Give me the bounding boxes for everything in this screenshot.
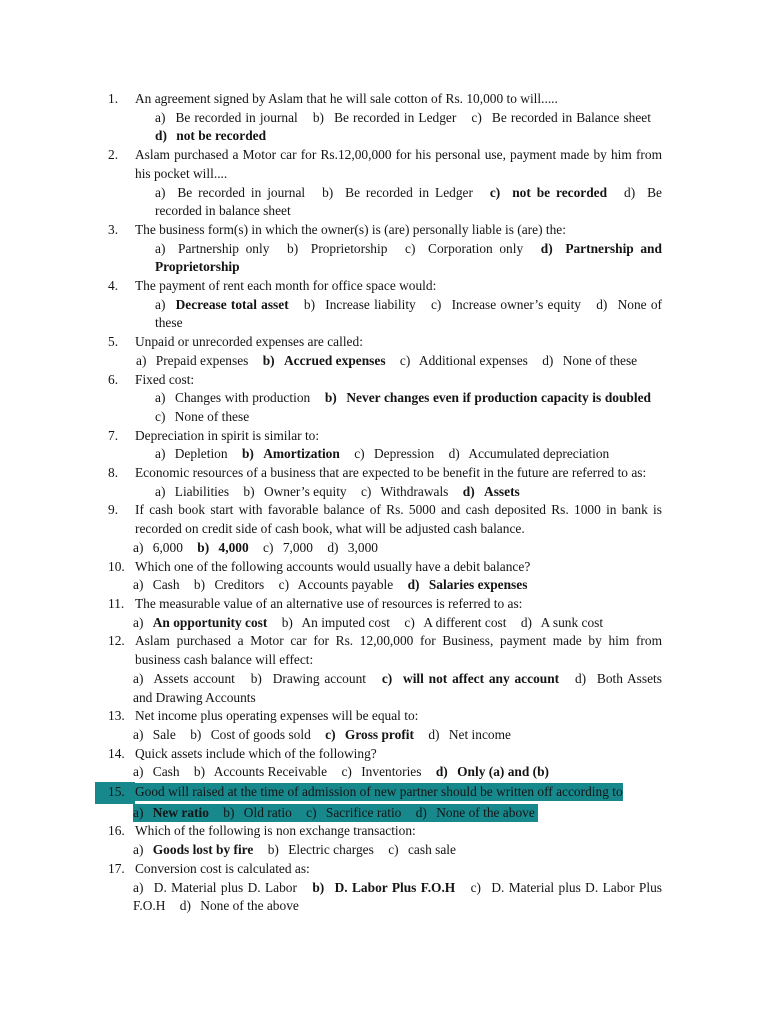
- option-text: Gross profit: [344, 726, 414, 742]
- question-number: 5.: [108, 334, 119, 350]
- option-label: b): [190, 726, 202, 742]
- question-block: [108, 427, 662, 464]
- question-block: [108, 782, 662, 822]
- options-line: [108, 445, 662, 464]
- option: [304, 297, 427, 312]
- option-label: c): [155, 408, 166, 424]
- options-line: [108, 670, 662, 707]
- option-text: Increase liability: [325, 296, 416, 312]
- question-line: [108, 221, 662, 240]
- option-label: c): [405, 240, 416, 256]
- option-text: An opportunity cost: [152, 614, 268, 630]
- question-block: [108, 371, 662, 427]
- options-line: [108, 576, 662, 595]
- option-text: cash sale: [407, 842, 456, 858]
- question-line: [108, 371, 662, 390]
- option-label: a): [155, 390, 166, 406]
- option-label: c): [489, 184, 501, 200]
- option-label: d): [462, 483, 475, 499]
- options-group: [155, 110, 662, 144]
- option-text: Partnership and Proprietorship: [155, 240, 662, 275]
- option-label: a): [155, 184, 166, 200]
- option-label: a): [155, 240, 166, 256]
- question-block: [108, 632, 662, 707]
- question-number: 8.: [108, 465, 119, 481]
- option: [542, 353, 637, 368]
- option-text: 7,000: [282, 539, 313, 555]
- options-line: [108, 296, 662, 333]
- option: [243, 484, 357, 499]
- option-text: 4,000: [218, 539, 249, 555]
- option-label: a): [136, 352, 147, 368]
- question-block: [108, 860, 662, 916]
- option-text: A sunk cost: [540, 614, 604, 630]
- option-label: b): [243, 483, 255, 499]
- options-group: [155, 390, 662, 424]
- option-label: d): [540, 240, 553, 256]
- options-group: [155, 484, 520, 499]
- option: [521, 615, 603, 630]
- option: [197, 540, 259, 555]
- option-label: b): [262, 352, 275, 368]
- option: [428, 727, 511, 742]
- options-line: [108, 804, 662, 823]
- options-group: [133, 615, 603, 630]
- question-number: 14.: [108, 745, 125, 761]
- question-number: 6.: [108, 371, 119, 387]
- option: [404, 615, 517, 630]
- option: [155, 409, 249, 424]
- option-text: Be recorded in journal: [177, 184, 306, 200]
- option-label: d): [435, 764, 448, 780]
- option-text: Never changes even if production capacity is doubled: [346, 390, 651, 406]
- question-line: [108, 427, 662, 446]
- option: [341, 764, 432, 779]
- options-group: [133, 540, 378, 555]
- option-label: b): [193, 577, 206, 593]
- option-text: Cash: [152, 577, 180, 593]
- option: [490, 185, 618, 200]
- option: [136, 353, 259, 368]
- question-line: [108, 333, 662, 352]
- option-label: a): [133, 879, 144, 895]
- option: [155, 128, 266, 143]
- question-text: Which of the following is non exchange transaction:: [135, 823, 416, 839]
- option-text: None of the above: [436, 804, 535, 820]
- question-text: Good will raised at the time of admission of new partner should be written off according to: [135, 784, 623, 800]
- question-line: [108, 860, 662, 879]
- question-number: 13.: [108, 708, 125, 724]
- option-text: Be recorded in Balance sheet: [491, 109, 651, 125]
- option-text: New ratio: [152, 804, 209, 820]
- options-group: [155, 185, 662, 219]
- option-label: b): [197, 539, 210, 555]
- option-text: Amortization: [263, 446, 340, 462]
- option-label: b): [241, 446, 254, 462]
- question-block: [108, 707, 662, 744]
- question-block: [108, 595, 662, 632]
- question-block: [108, 333, 662, 370]
- question-block: [108, 464, 662, 501]
- option: [194, 764, 338, 779]
- option-text: Prepaid expenses: [155, 352, 249, 368]
- question-text: Unpaid or unrecorded expenses are called:: [135, 334, 363, 350]
- question-list: [108, 90, 662, 916]
- option-label: a): [155, 109, 166, 125]
- option-label: c): [470, 879, 482, 895]
- option: [133, 615, 278, 630]
- options-line: [108, 539, 662, 558]
- question-text: Fixed cost:: [135, 371, 195, 387]
- option: [463, 484, 520, 499]
- option: [313, 110, 468, 125]
- option-label: b): [250, 670, 262, 686]
- options-line: [108, 726, 662, 745]
- question-number: 4.: [108, 278, 119, 294]
- question-line: [108, 782, 662, 804]
- option-text: Corporation only: [428, 240, 524, 256]
- option: [155, 110, 309, 125]
- question-block: [108, 90, 662, 146]
- option-text: Assets: [484, 483, 520, 499]
- option-label: a): [133, 726, 144, 742]
- option: [306, 805, 412, 820]
- question-line: [108, 707, 662, 726]
- option-label: d): [574, 670, 587, 686]
- option: [133, 577, 191, 592]
- option-text: Cost of goods sold: [210, 726, 311, 742]
- option: [133, 764, 191, 779]
- option-text: Depletion: [174, 446, 228, 462]
- option-text: An imputed cost: [301, 614, 391, 630]
- question-number: 1.: [108, 91, 119, 106]
- option-label: d): [448, 446, 460, 462]
- option-text: Sale: [152, 726, 176, 742]
- question-number: 2.: [108, 147, 119, 163]
- option-label: c): [399, 352, 411, 368]
- question-block: [108, 221, 662, 277]
- option-text: Accumulated depreciation: [468, 446, 610, 462]
- option: [268, 842, 385, 857]
- option: [408, 577, 528, 592]
- option-label: b): [223, 804, 235, 820]
- option-label: a): [133, 614, 144, 630]
- question-line: [108, 822, 662, 841]
- option-text: None of these: [155, 296, 662, 331]
- question-block: [108, 745, 662, 782]
- option-text: Accrued expenses: [284, 352, 386, 368]
- option-label: b): [193, 764, 206, 780]
- question-number: 16.: [108, 823, 125, 839]
- option-label: b): [324, 390, 337, 406]
- option: [382, 671, 570, 686]
- option-text: Be recorded in balance sheet: [155, 184, 662, 219]
- option: [400, 353, 539, 368]
- option-label: a): [155, 296, 166, 312]
- options-group: [133, 880, 662, 914]
- option-label: b): [312, 879, 325, 895]
- option-label: a): [155, 483, 166, 499]
- option: [431, 297, 592, 312]
- option-label: d): [327, 539, 339, 555]
- option-label: b): [312, 109, 324, 125]
- question-text: The business form(s) in which the owner(s) is (are) personally liable is (are) the:: [135, 221, 566, 237]
- option-label: d): [428, 726, 440, 742]
- option-label: d): [596, 296, 608, 312]
- options-line: [108, 483, 662, 502]
- option-label: c): [278, 577, 290, 593]
- option: [223, 805, 303, 820]
- options-group: [136, 353, 637, 368]
- option: [354, 446, 445, 461]
- option-label: d): [520, 614, 532, 630]
- question-text: Quick assets include which of the following?: [135, 745, 377, 761]
- option: [194, 577, 275, 592]
- question-number: 9.: [108, 502, 119, 518]
- option-text: Increase owner’s equity: [451, 296, 581, 312]
- option-label: d): [179, 898, 191, 914]
- option: [325, 727, 425, 742]
- option: [155, 484, 240, 499]
- option-text: Decrease total asset: [175, 296, 289, 312]
- options-line: [108, 763, 662, 782]
- option-text: None of these: [174, 408, 250, 424]
- question-line: [108, 146, 662, 183]
- question-line: [108, 595, 662, 614]
- option-text: Partnership only: [178, 240, 270, 256]
- options-line: [108, 184, 662, 221]
- question-text: Aslam purchased a Motor car for Rs.12,00,000 for his personal use, payment made by him from his pocket will....: [135, 147, 662, 181]
- option-text: 3,000: [347, 539, 378, 555]
- option-label: c): [388, 842, 399, 858]
- question-block: [108, 277, 662, 333]
- option-text: Inventories: [361, 764, 422, 780]
- question-text: Depreciation in spirit is similar to:: [135, 427, 320, 443]
- options-group: [133, 842, 456, 857]
- options-line: [108, 109, 662, 146]
- options-group: [133, 804, 538, 822]
- option-text: A different cost: [423, 614, 507, 630]
- option-text: Assets account: [153, 670, 235, 686]
- option-label: c): [263, 539, 274, 555]
- question-text: The payment of rent each month for office space would:: [135, 278, 437, 294]
- option-text: Liabilities: [174, 483, 230, 499]
- question-number: 3.: [108, 221, 119, 237]
- option-label: d): [407, 577, 420, 593]
- option-label: c): [381, 670, 393, 686]
- option-text: Old ratio: [243, 804, 292, 820]
- option: [180, 898, 299, 913]
- option-text: None of these: [562, 352, 638, 368]
- option: [155, 390, 321, 405]
- option: [155, 241, 280, 256]
- question-number: 10.: [108, 558, 125, 574]
- option-text: Depression: [373, 446, 435, 462]
- option: [322, 185, 484, 200]
- question-text: Which one of the following accounts would usually have a debit balance?: [135, 558, 531, 574]
- option-label: c): [354, 446, 365, 462]
- option-text: None of the above: [200, 898, 299, 914]
- option: [133, 540, 194, 555]
- option-label: b): [287, 240, 299, 256]
- option: [471, 110, 662, 125]
- option-label: d): [542, 352, 554, 368]
- option-text: Changes with production: [175, 390, 311, 406]
- question-block: [108, 558, 662, 595]
- option: [155, 185, 316, 200]
- question-text: Economic resources of a business that are expected to be benefit in the future are referred to as:: [135, 465, 647, 481]
- option: [263, 540, 324, 555]
- option: [312, 880, 466, 895]
- option: [133, 842, 264, 857]
- option-text: Goods lost by fire: [152, 842, 254, 858]
- option: [133, 805, 220, 820]
- option: [436, 764, 549, 779]
- question-text: Net income plus operating expenses will be equal to:: [135, 708, 419, 724]
- option-label: d): [415, 804, 427, 820]
- option: [361, 484, 459, 499]
- options-line: [108, 841, 662, 860]
- option-label: b): [303, 296, 316, 312]
- options-group: [133, 577, 527, 592]
- option: [133, 671, 246, 686]
- question-line: [108, 558, 662, 577]
- option-text: Cash: [152, 764, 180, 780]
- option-text: Be recorded in Ledger: [345, 184, 473, 200]
- option-text: Accounts payable: [297, 577, 394, 593]
- option: [133, 727, 187, 742]
- question-text: Conversion cost is calculated as:: [135, 860, 310, 876]
- question-line: [108, 745, 662, 764]
- question-line: [108, 277, 662, 296]
- options-line: [108, 879, 662, 916]
- option-text: D. Material plus D. Labor Plus F.O.H: [133, 879, 662, 914]
- option: [263, 353, 397, 368]
- option-text: Sacrifice ratio: [325, 804, 402, 820]
- option-text: D. Material plus D. Labor: [153, 879, 297, 895]
- option-text: Net income: [448, 726, 511, 742]
- option-text: Be recorded in Ledger: [334, 109, 457, 125]
- question-block: [108, 146, 662, 221]
- option-text: Accounts Receivable: [213, 764, 328, 780]
- option-text: not be recorded: [176, 128, 267, 144]
- question-text: Aslam purchased a Motor car for Rs. 12,00,000 for Business, payment made by him from business cash balance will effect:: [135, 633, 662, 668]
- question-line: [108, 90, 662, 109]
- option-label: b): [267, 842, 279, 858]
- question-number: 7.: [108, 427, 119, 443]
- options-group: [133, 764, 549, 779]
- option-label: c): [430, 296, 442, 312]
- option-text: Withdrawals: [380, 483, 449, 499]
- option-label: c): [360, 483, 372, 499]
- options-group: [133, 727, 511, 742]
- options-line: [108, 614, 662, 633]
- option-label: c): [306, 804, 317, 820]
- option-label: d): [155, 128, 167, 144]
- options-line: [108, 389, 662, 426]
- option-text: Salaries expenses: [428, 577, 528, 593]
- option-label: a): [133, 577, 144, 593]
- option-text: Both Assets and Drawing Accounts: [133, 670, 662, 705]
- option-label: c): [325, 726, 336, 742]
- question-line: [108, 464, 662, 483]
- question-number: 17.: [108, 860, 125, 876]
- question-line: [108, 501, 662, 538]
- option-text: not be recorded: [512, 184, 608, 200]
- option-label: a): [133, 764, 144, 780]
- option-text: Only (a) and (b): [457, 764, 549, 780]
- option-text: Be recorded in journal: [175, 109, 298, 125]
- option: [155, 297, 300, 312]
- option: [287, 241, 398, 256]
- option-label: b): [281, 614, 293, 630]
- option-label: a): [133, 804, 144, 820]
- option-label: a): [133, 539, 144, 555]
- option: [242, 446, 351, 461]
- option: [325, 390, 662, 405]
- question-text: An agreement signed by Aslam that he will sale cotton of Rs. 10,000 to will.....: [135, 91, 558, 106]
- option-label: a): [155, 446, 166, 462]
- question-text: The measurable value of an alternative use of resources is referred to as:: [135, 595, 523, 611]
- option-text: Additional expenses: [418, 352, 528, 368]
- question-number: 12.: [108, 633, 125, 649]
- option: [282, 615, 401, 630]
- question-text: If cash book start with favorable balance of Rs. 5000 and cash deposited Rs. 1000 in bank is recorded on credit side of cash book, what will be adjusted cash balance.: [135, 502, 662, 537]
- option-text: D. Labor Plus F.O.H: [334, 879, 456, 895]
- options-group: [155, 241, 662, 275]
- options-group: [155, 297, 662, 331]
- option-label: a): [133, 842, 144, 858]
- option-text: Creditors: [214, 577, 265, 593]
- option-label: c): [341, 764, 352, 780]
- question-number: 11.: [108, 595, 125, 611]
- option: [190, 727, 322, 742]
- option-label: d): [624, 184, 636, 200]
- option: [388, 842, 456, 857]
- options-group: [155, 446, 609, 461]
- option-label: b): [322, 184, 334, 200]
- option-text: Owner’s equity: [263, 483, 347, 499]
- option-text: 6,000: [152, 539, 183, 555]
- option-label: c): [471, 109, 482, 125]
- option-text: Electric charges: [288, 842, 374, 858]
- options-group: [133, 671, 662, 705]
- option-text: Drawing account: [272, 670, 366, 686]
- options-line: [108, 240, 662, 277]
- option: [405, 241, 534, 256]
- question-block: [108, 822, 662, 859]
- option-label: c): [404, 614, 415, 630]
- option-text: will not affect any account: [403, 670, 560, 686]
- option: [133, 880, 308, 895]
- option: [279, 577, 405, 592]
- question-number: 15.: [95, 782, 135, 804]
- option-text: Proprietorship: [310, 240, 388, 256]
- option: [251, 671, 377, 686]
- question-line: [108, 632, 662, 669]
- question-block: [108, 501, 662, 557]
- option-label: a): [133, 670, 144, 686]
- options-line: [108, 352, 662, 371]
- option: [155, 446, 239, 461]
- option: [449, 446, 610, 461]
- option: [416, 805, 535, 820]
- option: [327, 540, 378, 555]
